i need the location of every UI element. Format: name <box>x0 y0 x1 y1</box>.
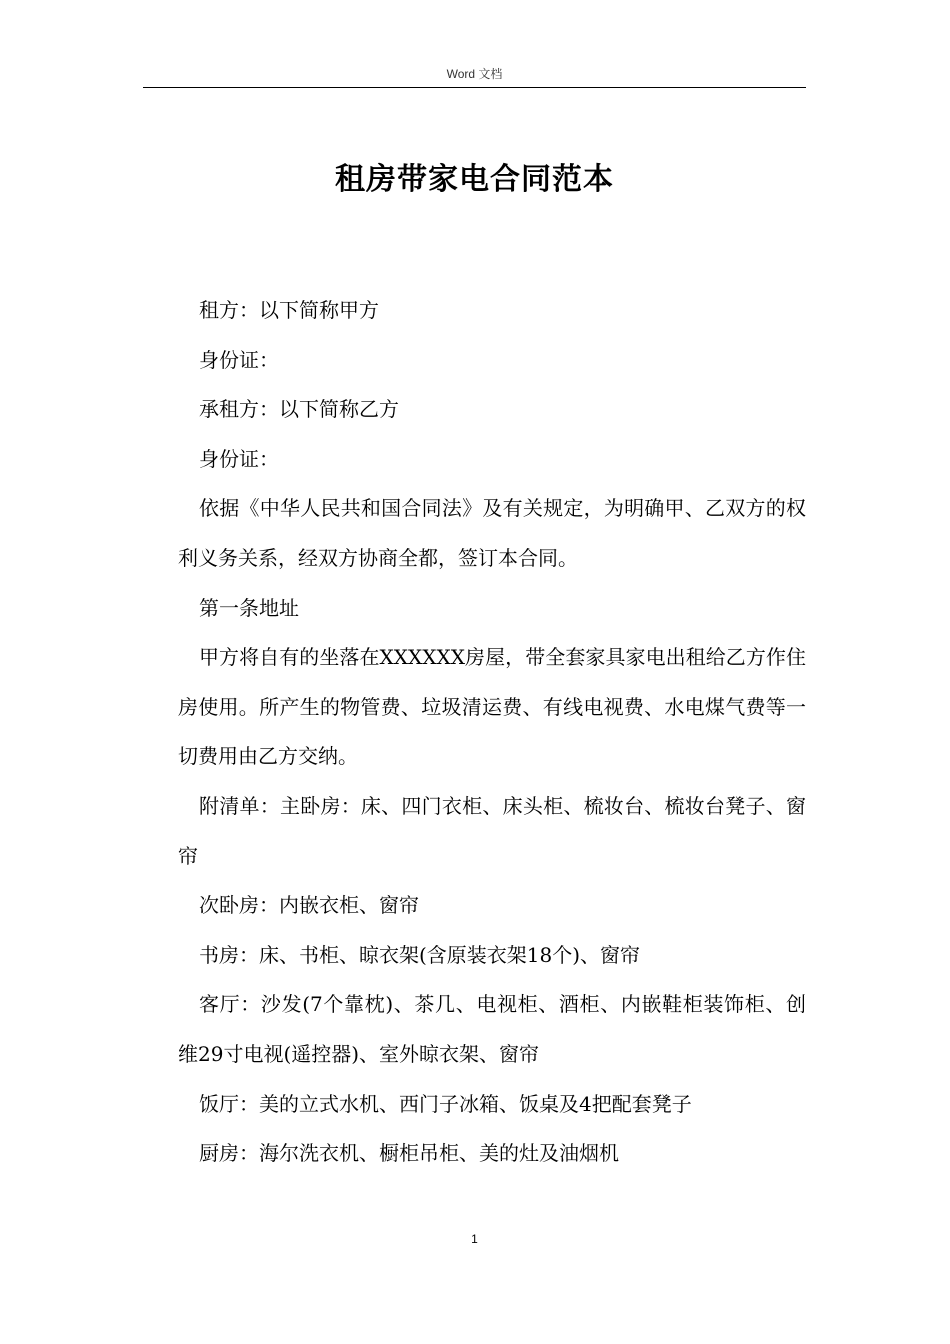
paragraph-inventory-living-room: 客厅：沙发(7个靠枕)、茶几、电视柜、酒柜、内嵌鞋柜装饰柜、创维29寸电视(遥控器)、室外晾衣架、窗帘 <box>178 992 806 1066</box>
document-title: 租房带家电合同范本 <box>335 162 614 197</box>
header-divider <box>143 87 806 88</box>
paragraph-inventory-second-bedroom: 次卧房：内嵌衣柜、窗帘 <box>199 893 419 918</box>
page-header: Word 文档 <box>446 67 503 81</box>
paragraph-lessee-id: 身份证： <box>199 446 279 471</box>
paragraph-lessor: 租方：以下简称甲方 <box>199 298 379 322</box>
document-body <box>178 286 806 1179</box>
paragraph-article-1-body: 甲方将自有的坐落在XXXXXX房屋，带全套家具家电出租给乙方作住房使用。所产生的物管费、垃圾清运费、有线电视费、水电煤气费等一切费用由乙方交纳。 <box>178 645 806 769</box>
paragraph-inventory-dining-room: 饭厅：美的立式水机、西门子冰箱、饭桌及4把配套凳子 <box>199 1091 692 1116</box>
paragraph-inventory-master-bedroom: 附清单：主卧房：床、四门衣柜、床头柜、梳妆台、梳妆台凳子、窗帘 <box>178 793 806 868</box>
page-number: 1 <box>471 1232 478 1246</box>
paragraph-preamble: 依据《中华人民共和国合同法》及有关规定，为明确甲、乙双方的权利义务关系，经双方协商全都，签订本合同。 <box>178 496 806 570</box>
paragraph-inventory-study: 书房：床、书柜、晾衣架(含原装衣架18个)、窗帘 <box>199 942 641 967</box>
paragraph-lessee: 承租方：以下简称乙方 <box>199 397 399 422</box>
paragraph-article-1-heading: 第一条地址 <box>199 595 299 620</box>
paragraph-inventory-kitchen: 厨房：海尔洗衣机、橱柜吊柜、美的灶及油烟机 <box>199 1141 619 1166</box>
paragraph-lessor-id: 身份证： <box>199 347 279 372</box>
